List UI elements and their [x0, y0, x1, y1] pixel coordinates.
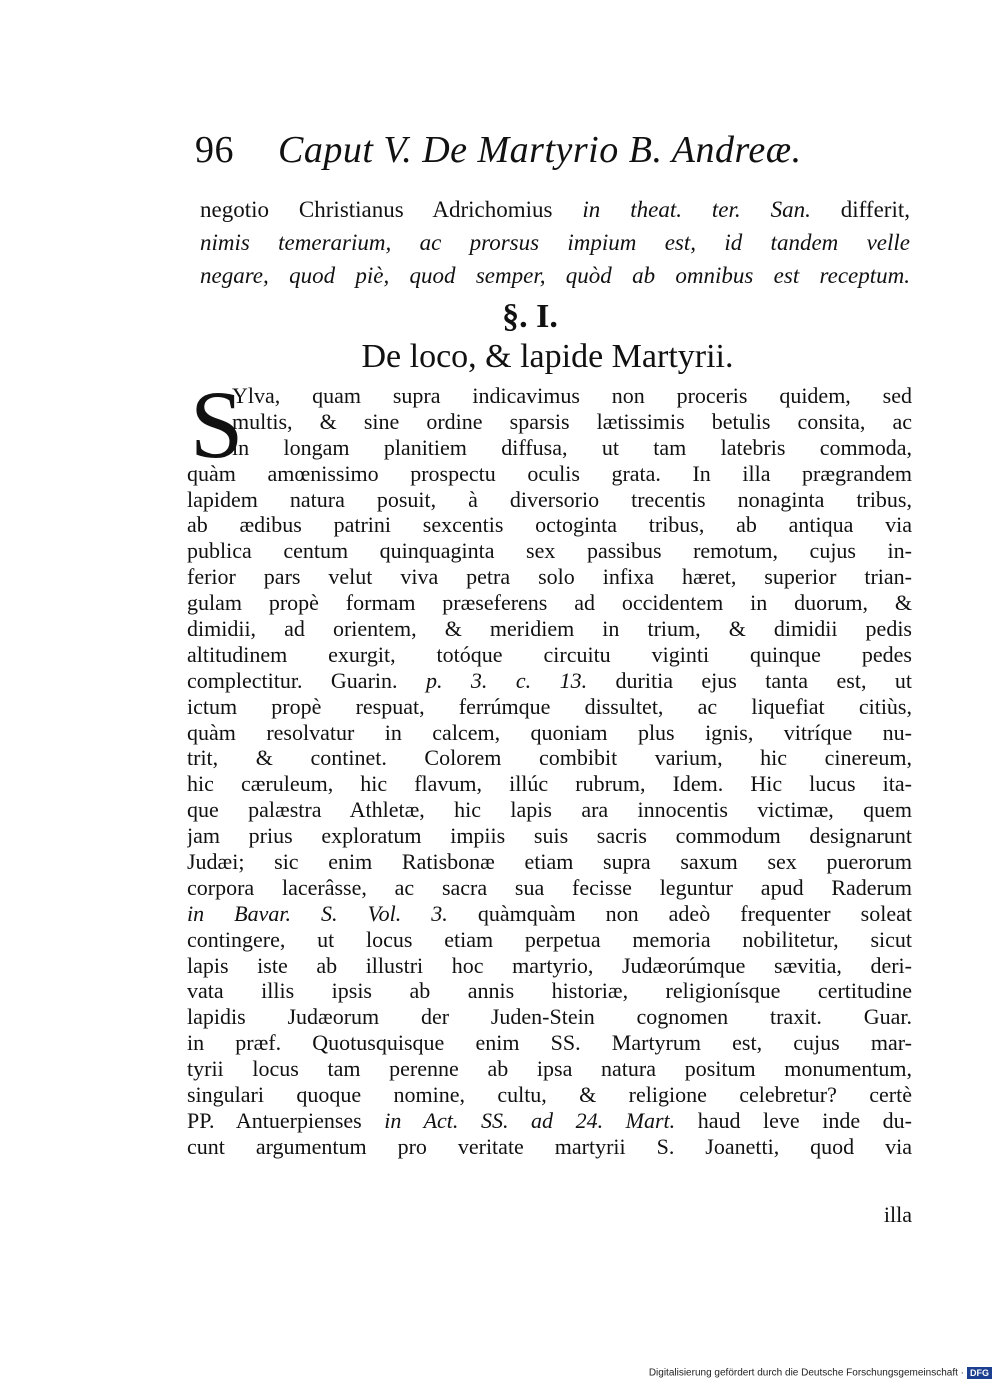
footer-credit [649, 1367, 992, 1379]
section-number: §. I. [502, 298, 558, 335]
body-line [187, 1056, 912, 1082]
text-run: multis, & sine ordine sparsis lætissimis betulis consita, ac [232, 408, 912, 434]
text-run: haud leve inde du- [675, 1107, 912, 1133]
intro-line [200, 259, 910, 292]
text-run: cunt argumentum pro veritate martyrii S. Joanetti, quod via [187, 1133, 912, 1159]
running-title: Caput V. De Martyrio B. Andreæ. [278, 129, 802, 171]
body-line [187, 616, 912, 642]
text-run: negare, quod piè, quod semper, quòd ab omnibus est receptum. [200, 263, 910, 288]
body-line [187, 461, 912, 487]
text-run: lapidis Judæorum der Juden-Stein cognomen traxit. Guar. [187, 1004, 912, 1030]
text-run: quàm amœnissimo prospectu oculis grata. In illa prægrandem [187, 460, 912, 486]
text-run: in theat. ter. San. [582, 197, 811, 222]
text-run: quàmquàm non adeò frequenter soleat [447, 900, 912, 926]
text-run: duritia ejus tanta est, ut [587, 667, 912, 693]
text-run: PP. Antuerpienses [187, 1107, 385, 1133]
text-run: in longam planitiem diffusa, ut tam latebris commoda, [232, 434, 912, 460]
body-line [187, 1108, 912, 1134]
body-line [187, 1082, 912, 1108]
body-line [187, 849, 912, 875]
text-run: dimidii, ad orientem, & meridiem in trium, & dimidii pedis [187, 616, 912, 642]
text-run: nimis temerarium, ac prorsus impium est, id tandem velle [200, 230, 910, 255]
body-line [187, 694, 912, 720]
text-run: Judæi; sic enim Ratisbonæ etiam supra saxum sex puerorum [187, 849, 912, 875]
text-run: que palæstra Athletæ, hic lapis ara innocentis victimæ, quem [187, 797, 912, 823]
body-line [187, 797, 912, 823]
text-run: altitudinem exurgit, totóque circuitu viginti quinque pedes [187, 641, 912, 667]
text-run: ferior pars velut viva petra solo infixa hæret, superior trian- [187, 564, 912, 590]
catchword: illa [883, 1202, 912, 1227]
text-run: gulam propè formam præseferens ad occidentem in duorum, & [187, 590, 912, 616]
text-run: complectitur. Guarin. [187, 667, 426, 693]
text-run: quàm resolvatur in calcem, quoniam plus ignis, vitríque nu- [187, 719, 912, 745]
drop-cap: S [190, 371, 244, 478]
body-line [187, 901, 912, 927]
text-run: negotio Christianus Adrichomius [200, 197, 583, 222]
body-line [187, 487, 912, 513]
text-run: trit, & continet. Colorem combibit varium, hic cinereum, [187, 745, 912, 771]
intro-paragraph [200, 193, 910, 292]
body-line [187, 953, 912, 979]
catchword-line [187, 1200, 912, 1230]
dfg-logo: DFG [967, 1367, 992, 1379]
text-run: jam prius exploratum impiis suis sacris commodum designarunt [187, 823, 912, 849]
body-line [187, 823, 912, 849]
body-line [187, 1004, 912, 1030]
body-line [187, 720, 912, 746]
body-line [187, 745, 912, 771]
body-line [187, 564, 912, 590]
body-line [187, 771, 912, 797]
body-line [187, 978, 912, 1004]
text-run: in Act. SS. ad 24. Mart. [384, 1107, 676, 1133]
body-line [187, 383, 912, 409]
body-line [187, 590, 912, 616]
text-run: corpora lacerâsse, ac sacra sua fecisse leguntur apud Raderum [187, 874, 912, 900]
body-paragraph [187, 371, 912, 1160]
text-run: contingere, ut locus etiam perpetua memoria nobilitetur, sicut [187, 926, 912, 952]
text-run: tyrii locus tam perenne ab ipsa natura positum monumentum, [187, 1056, 912, 1082]
text-run: in Bavar. S. Vol. 3. [187, 900, 448, 926]
text-run: singulari quoque nomine, cultu, & religione celebretur? certè [187, 1082, 912, 1108]
text-run: vata illis ipsis ab annis historiæ, religionísque certitudine [187, 978, 912, 1004]
intro-line [200, 193, 910, 226]
body-line [187, 927, 912, 953]
body-line [187, 875, 912, 901]
text-run: lapidem natura posuit, à diversorio trecentis nonaginta tribus, [187, 486, 912, 512]
footer-text: Digitalisierung gefördert durch die Deutsche Forschungsgemeinschaft · [648, 1367, 964, 1379]
body-line [187, 538, 912, 564]
text-run: Ylva, quam supra indicavimus non proceris quidem, sed [232, 383, 912, 408]
section-title: De loco, & lapide Martyrii. [361, 338, 734, 375]
page-number: 96 [195, 129, 234, 171]
text-run: differit, [810, 197, 910, 222]
text-run: publica centum quinquaginta sex passibus remotum, cujus in- [187, 538, 912, 564]
text-run: lapis iste ab illustri hoc martyrio, Judæorúmque sævitia, deri- [187, 952, 912, 978]
body-line [187, 512, 912, 538]
body-line [187, 1134, 912, 1160]
text-run: hic cæruleum, hic flavum, illúc rubrum, Idem. Hic lucus ita- [187, 771, 912, 797]
body-line [187, 642, 912, 668]
body-line [187, 409, 912, 435]
text-run: p. 3. c. 13. [425, 667, 588, 693]
intro-line [200, 226, 910, 259]
text-run: ictum propè respuat, ferrúmque dissultet, ac liquefiat citiùs, [187, 693, 912, 719]
running-head [195, 128, 895, 172]
body-line [187, 668, 912, 694]
body-line [187, 1030, 912, 1056]
text-run: in præf. Quotusquisque enim SS. Martyrum est, cujus mar- [187, 1030, 912, 1056]
body-line [187, 435, 912, 461]
text-run: ab ædibus patrini sexcentis octoginta tribus, ab antiqua via [187, 512, 912, 538]
